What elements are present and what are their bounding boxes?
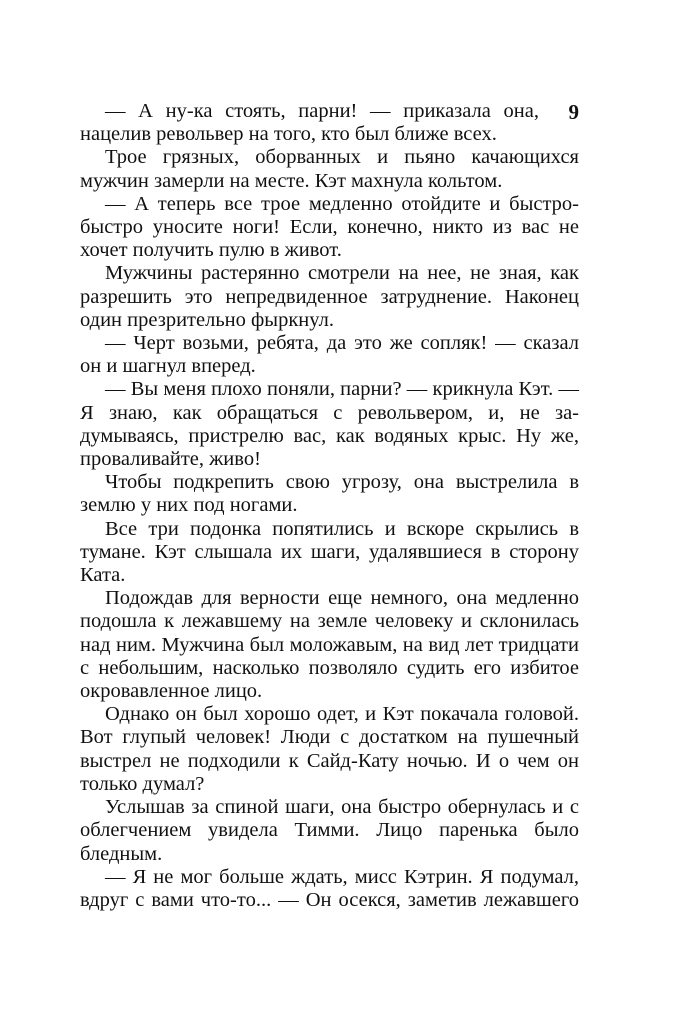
- page-number: 9: [568, 100, 579, 124]
- paragraph: — Черт возьми, ребята, да это же сопляк! — сказал он и шагнул вперед.: [80, 332, 579, 378]
- paragraph: Однако он был хорошо одет, и Кэт покачала головой. Вот глупый человек! Люди с достатком на пушечный выстрел не подходили к Сайд-Кату ночью. И о чем он только думал?: [80, 703, 579, 795]
- paragraph: Трое грязных, оборванных и пьяно качающихся мужчин замерли на месте. Кэт махнула кольтом.: [80, 146, 579, 192]
- paragraph: — А ну-ка стоять, парни! — приказала она, нацелив револьвер на того, кто был ближе всех.: [80, 100, 539, 146]
- paragraph: — Я не мог больше ждать, мисс Кэтрин. Я подумал, вдруг с вами что-то... — Он осекся, заметив лежавшего: [80, 865, 579, 911]
- paragraph: — А теперь все трое медленно отойдите и быстро-быстро уносите ноги! Если, конечно, никто из вас не хочет получить пулю в живот.: [80, 192, 579, 262]
- paragraph: Все три подонка попятились и вскоре скрылись в тумане. Кэт слышала их шаги, удалявшиеся в сторону Ката.: [80, 517, 579, 587]
- paragraph: Подождав для верности еще немного, она медленно подошла к лежавшему на земле человеку и склонилась над ним. Мужчина был моложавым, на вид лет тридцати с небольшим, насколько позволяло судить его избитое окровавленное лицо.: [80, 587, 579, 703]
- paragraph: Мужчины растерянно смотрели на нее, не зная, как разрешить это непредвиденное затруднение. Наконец один презрительно фыркнул.: [80, 262, 579, 331]
- paragraph: Чтобы подкрепить свою угрозу, она выстрелила в землю у них под ногами.: [80, 471, 579, 517]
- paragraph: — Вы меня плохо поняли, парни? — крикнула Кэт. — Я знаю, как обращаться с револьвером, и, не задумываясь, пристрелю вас, как водяных крыс. Ну же, проваливайте, живо!: [80, 378, 579, 471]
- body-text: [80, 100, 579, 912]
- paragraph: Услышав за спиной шаги, она быстро обернулась и с облегчением увидела Тимми. Лицо паренька было бледным.: [80, 796, 579, 865]
